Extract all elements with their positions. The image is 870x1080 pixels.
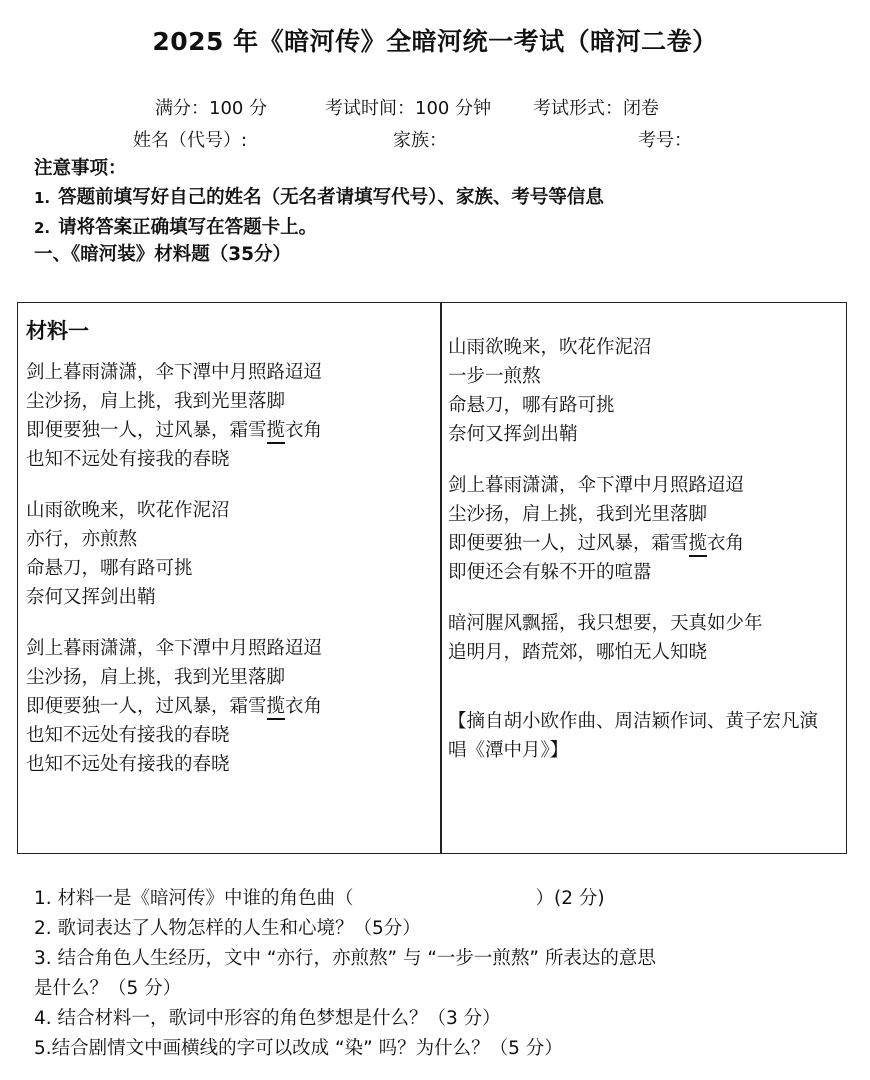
- lyric-line: 命悬刀，哪有路可挑: [26, 558, 193, 579]
- lyric-text: 衣角: [285, 420, 323, 441]
- lyric-text: 即便要独一人，过风暴，霜雪: [448, 533, 689, 554]
- lyric-line: 追明月，踏荒郊，哪怕无人知晓: [448, 642, 708, 663]
- material-box: [17, 302, 847, 854]
- lyric-line: 也知不远处有接我的春晓: [26, 449, 230, 470]
- question-item: 5.结合剧情文中画横线的字可以改成 “染” 吗？为什么？（5 分）: [34, 1038, 563, 1059]
- lyric-stanza: [448, 333, 828, 449]
- lyric-stanza: [26, 634, 322, 779]
- full-score: 满分：100 分: [155, 98, 268, 119]
- lyric-line: 也知不远处有接我的春晓: [26, 754, 230, 775]
- lyric-source: 【摘自胡小欧作曲、周洁颖作词、黄子宏凡演唱《潭中月》】: [448, 711, 819, 761]
- question-item: 3. 结合角色人生经历，文中 “亦行，亦煎熬” 与 “一步一煎熬” 所表达的意思: [34, 948, 656, 969]
- note-text: 请将答案正确填写在答题卡上。: [58, 217, 318, 238]
- note-text: 答题前填写好自己的姓名（无名者请填写代号）、家族、考号等信息: [58, 187, 604, 208]
- exam-title: 2025 年《暗河传》全暗河统一考试（暗河二卷）: [152, 27, 718, 56]
- lyric-line: 剑上暮雨潇潇，伞下潭中月照路迢迢: [26, 362, 323, 383]
- lyric-line: 剑上暮雨潇潇，伞下潭中月照路迢迢: [448, 475, 745, 496]
- notes-heading: 注意事项：: [34, 158, 127, 179]
- lyric-line: [26, 692, 322, 721]
- lyric-stanza: [26, 358, 322, 474]
- lyric-line: 山雨欲晚来，吹花作泥沼: [448, 337, 652, 358]
- lyric-line: 尘沙扬，肩上挑，我到光里落脚: [26, 667, 286, 688]
- exam-time: 考试时间：100 分钟: [325, 98, 492, 119]
- lyric-line: 暗河腥风飘摇，我只想要，天真如少年: [448, 613, 763, 634]
- lyric-line: 奈何又挥剑出鞘: [448, 424, 578, 445]
- section-title: 一、《暗河装》材料题（35分）: [34, 244, 291, 265]
- material-right-column: [448, 333, 828, 765]
- note-item: [34, 213, 604, 243]
- lyric-line: 尘沙扬，肩上挑，我到光里落脚: [26, 391, 286, 412]
- lyric-line: 即便还会有躲不开的喧嚣: [448, 562, 652, 583]
- question-item: 4. 结合材料一，歌词中形容的角色梦想是什么？（3 分）: [34, 1008, 501, 1029]
- lyric-stanza: [26, 496, 322, 612]
- lyric-line: 奈何又挥剑出鞘: [26, 587, 156, 608]
- material-title: 材料一: [26, 319, 89, 343]
- material-left-column: [26, 317, 322, 801]
- lyric-line: 山雨欲晚来，吹花作泥沼: [26, 500, 230, 521]
- question-item: [34, 884, 834, 914]
- lyric-stanza: [448, 609, 828, 667]
- lyric-text: 即便要独一人，过风暴，霜雪: [26, 696, 267, 717]
- exam-form: 考试形式：闭卷: [533, 98, 659, 119]
- question-item-continued: 是什么？（5 分）: [34, 978, 182, 999]
- question-text: ）(2 分): [535, 888, 605, 909]
- lyric-line: 也知不远处有接我的春晓: [26, 725, 230, 746]
- lyric-text: 衣角: [707, 533, 745, 554]
- name-label: 姓名（代号）:: [133, 130, 248, 151]
- lyric-line: 亦行，亦煎熬: [26, 529, 138, 550]
- note-number: 1.: [34, 189, 51, 207]
- column-divider: [440, 303, 442, 853]
- family-label: 家族：: [393, 130, 447, 151]
- underlined-char: 揽: [267, 696, 286, 720]
- lyric-stanza: [448, 471, 828, 587]
- questions-block: [34, 884, 834, 1064]
- lyric-line: 尘沙扬，肩上挑，我到光里落脚: [448, 504, 708, 525]
- question-text: 1. 材料一是《暗河传》中谁的角色曲（: [34, 888, 354, 909]
- lyric-line: [448, 529, 828, 558]
- notes-block: [34, 154, 604, 243]
- lyric-line: 一步一煎熬: [448, 366, 541, 387]
- note-number: 2.: [34, 219, 51, 237]
- lyric-line: [26, 416, 322, 445]
- lyric-line: 命悬刀，哪有路可挑: [448, 395, 615, 416]
- lyric-text: 即便要独一人，过风暴，霜雪: [26, 420, 267, 441]
- lyric-text: 衣角: [285, 696, 323, 717]
- question-item: 2. 歌词表达了人物怎样的人生和心境？（5分）: [34, 918, 421, 939]
- underlined-char: 揽: [689, 533, 708, 557]
- note-item: [34, 183, 604, 213]
- exam-number-label: 考号：: [638, 130, 692, 151]
- underlined-char: 揽: [267, 420, 286, 444]
- lyric-line: 剑上暮雨潇潇，伞下潭中月照路迢迢: [26, 638, 323, 659]
